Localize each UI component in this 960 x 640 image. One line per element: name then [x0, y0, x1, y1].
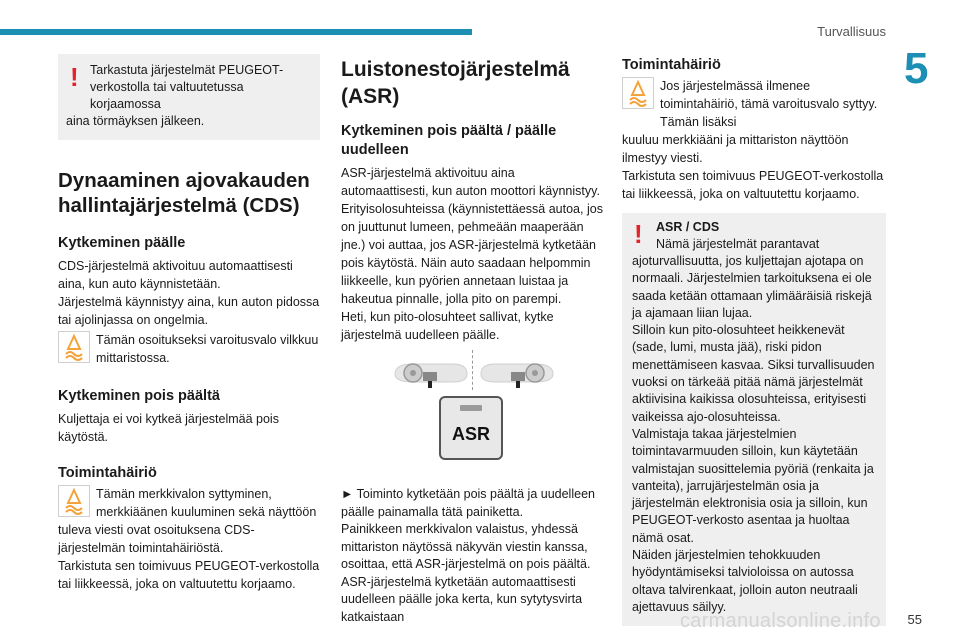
- asr-title-line-2: (ASR): [341, 85, 400, 108]
- header-accent-bar: [0, 29, 472, 35]
- exclamation-icon: !: [70, 62, 79, 92]
- asr-button-label: ASR: [451, 424, 490, 444]
- cds-off-text: Kuljettaja ei voi kytkeä järjestelmää pois käytöstä.: [58, 412, 279, 444]
- asr-switch-heading-1: Kytkeminen pois päältä / päälle: [341, 123, 557, 139]
- asr-fault-heading: Toimintahäiriö: [622, 57, 721, 73]
- cds-on-icon-text: Tämän osoitukseksi varoitusvalo vilkkuu mittaristossa.: [96, 333, 319, 365]
- warning-first-line: Nämä järjestelmät parantavat: [656, 237, 820, 251]
- warning-title: ASR / CDS: [656, 220, 720, 234]
- cds-title-line-2: hallintajärjestelmä (CDS): [58, 194, 300, 217]
- steering-wheel-icon: [393, 360, 469, 390]
- column-fault: [622, 48, 886, 626]
- stability-warning-icon: [58, 331, 90, 363]
- collision-warning-box: [58, 54, 320, 140]
- exclamation-icon: !: [634, 219, 643, 249]
- section-title: Turvallisuus: [817, 24, 886, 39]
- cds-fault-icon-text: Tämän merkkivalon syttyminen, merkkiäänen kuuluminen sekä näyttöön: [96, 487, 317, 519]
- asr-cds-warning-box: [622, 213, 886, 626]
- asr-switch-heading-2: uudelleen: [341, 142, 409, 158]
- asr-fault-indicator: [622, 77, 886, 131]
- warning-body: ajoturvallisuutta, jos kuljettajan ajotapa on normaali. Järjestelmien tarkoituksena ei ole saada ketään ottamaan ylimääräisiä riskejä ja ajamaan liian lujaa. Silloin kun pito-olosuhteet heikkenevät (sade, lumi, musta jää), riski pidon menettämiseen kasvaa. Siksi turvallisuuden vuoksi on tärkeää pitää nämä järjestelmät aktiivisina kaikissa olosuhteissa, erityisesti vaikeissa ajo-olosuhteissa. Valmistaja takaa järjestelmien toimintavarmuuden silloin, kun käytetään valmistajan suosittelemia pyöriä (renkaita ja vanteita), jarrujärjestelmän osia ja järjestelmän elektronisia osia ja silloin, kun PEUGEOT-verkosto asentaa ja huoltaa nämä osat. Näiden järjestelmien tehokkuuden hyödyntämiseksi talvioloissa on autossa oltava talvirenkaat, jolloin auton neutraali ajettavuus säilyy.: [632, 254, 875, 614]
- cds-on-indicator: [58, 331, 320, 367]
- asr-instruction-text: ► Toiminto kytketään pois päältä ja uudelleen päälle painamalla tätä painiketta. Painikkeen merkkivalon valaistus, yhdessä mittariston näytössä näkyvän viestin kanssa, osoittaa, että ASR-järjestelmä on pois päältä. ASR-järjestelmä kytketään automaattisesti uudelleen päälle joka kerta, kun sytytysvirta katkaistaan: [341, 487, 595, 624]
- page-number: 55: [907, 612, 922, 627]
- asr-figure: [341, 344, 603, 474]
- warning-line-1: Tarkastuta järjestelmät PEUGEOT-: [90, 63, 284, 77]
- cds-title-line-1: Dynaaminen ajovakauden: [58, 169, 310, 192]
- watermark: carmanualsonline.info: [680, 610, 881, 632]
- asr-fault-icon-text: Jos järjestelmässä ilmenee toimintahäiriö, tämä varoitusvalo syttyy. Tämän lisäksi: [660, 79, 878, 129]
- chapter-number: 5: [904, 44, 929, 93]
- figure-divider: [472, 350, 473, 390]
- cds-on-text: CDS-järjestelmä aktivoituu automaattisesti aina, kun auto käynnistetään. Järjestelmä käynnistyy aina, kun auton pidossa tai ajolinjassa on ongelmia.: [58, 259, 320, 327]
- cds-fault-heading: Toimintahäiriö: [58, 465, 157, 481]
- warning-line-3: aina törmäyksen jälkeen.: [66, 114, 205, 128]
- asr-switch-text: ASR-järjestelmä aktivoituu aina automaattisesti, kun auton moottori käynnistyy. Erityisolosuhteissa (käynnistettäessä autoa, jos on juuttunut lumeen, pehmeään maaperään jne.) voi auttaa, jos ASR-järjestelmä kytketään pois käytöstä. Näin auto saadaan helpommin liikkeelle, kun pyörien annetaan luistaa ja hakeutua pinnalle, jolla pito on parempi. Heti, kun pito-olosuhteet sallivat, kytke järjestelmä uudelleen päälle.: [341, 166, 603, 342]
- stability-warning-icon: [58, 485, 90, 517]
- cds-fault-indicator: [58, 485, 320, 521]
- button-indicator-lamp: [460, 405, 482, 411]
- cds-off-heading: Kytkeminen pois päältä: [58, 388, 220, 404]
- column-cds: [58, 48, 320, 593]
- column-asr: [341, 48, 603, 626]
- asr-fault-text: kuuluu merkkiääni ja mittariston näyttöön ilmestyy viesti. Tarkistuta sen toimivuus PEUGEOT-verkostolla tai liikkeessä, joka on valtuutettu korjaamo.: [622, 133, 884, 201]
- stability-warning-icon: [622, 77, 654, 109]
- cds-on-heading: Kytkeminen päälle: [58, 235, 186, 251]
- cds-fault-text: tuleva viesti ovat osoituksena CDS-järjestelmän toimintahäiriöstä. Tarkistuta sen toimivuus PEUGEOT-verkostolla tai liikkeessä, joka on valtuutettu korjaamo.: [58, 523, 320, 591]
- asr-title-line-1: Luistonestojärjestelmä: [341, 58, 570, 81]
- warning-line-2: verkostolla tai valtuutetussa korjaamossa: [90, 80, 244, 111]
- asr-button-illustration: [439, 396, 503, 460]
- steering-wheel-icon: [479, 360, 555, 390]
